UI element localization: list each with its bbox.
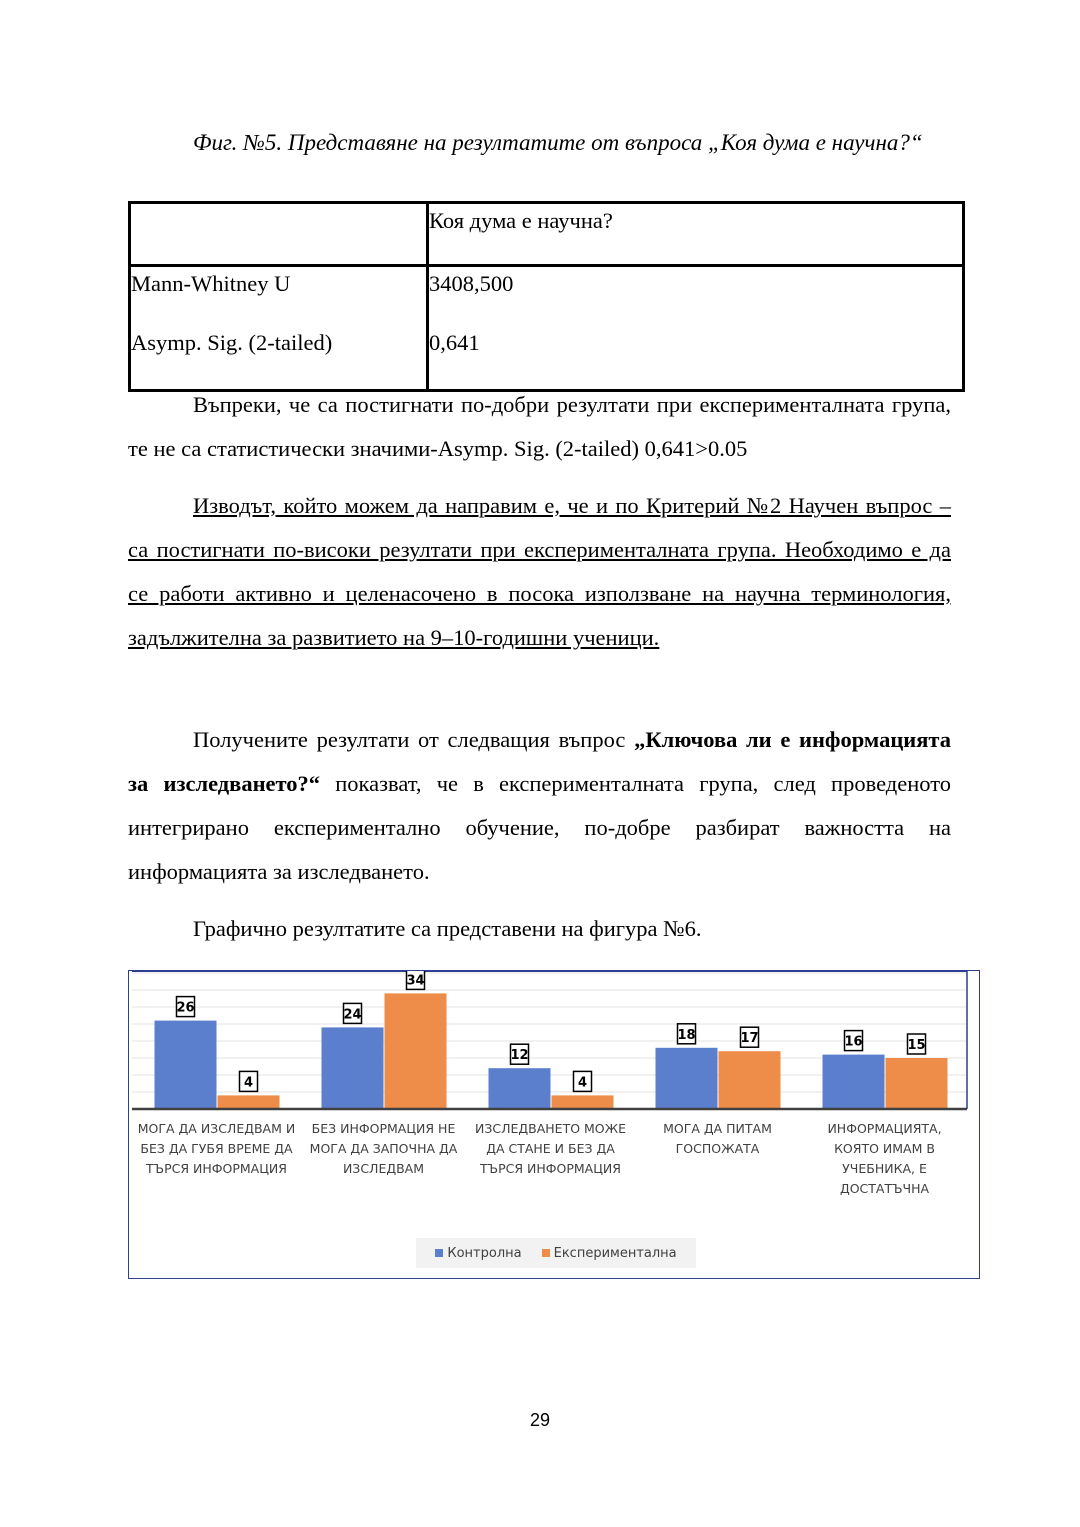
legend-item-experimental <box>542 1246 677 1261</box>
table-row-labels <box>130 266 428 391</box>
data-label: 26 <box>176 1000 195 1016</box>
paragraph-conclusion: Изводът, който можем да направим е, че и по Критерий №2 Научен въпрос – са постигнати по-високи резултати при експерименталната група. Необходимо е да се работи активно и целенасочено в посока използване на научна терминология, задължителна за развитието на 9–10-годишни ученици. <box>128 493 951 650</box>
stats-table <box>128 201 965 392</box>
data-label: 4 <box>577 1075 588 1091</box>
legend-label-experimental: Експериментална <box>553 1245 677 1261</box>
data-label: 16 <box>844 1034 863 1050</box>
bar-control <box>155 1021 217 1109</box>
figure-caption: Фиг. №5. Представяне на резултатите от въпроса „Коя дума е научна?“ <box>193 130 923 155</box>
bar-experimental <box>719 1051 781 1109</box>
chart-legend <box>416 1238 696 1268</box>
bar-control <box>823 1055 885 1109</box>
bar-experimental <box>886 1058 948 1109</box>
row-value-asymp-sig: 0,641 <box>429 330 480 355</box>
bar-experimental <box>385 993 447 1109</box>
row-label-mann-whitney: Mann-Whitney U <box>131 271 291 296</box>
x-tick-label: ИНФОРМАЦИЯТА, КОЯТО ИМАМ В УЧЕБНИКА, Е ДОСТАТЪЧНА <box>827 1121 942 1196</box>
legend-label-control: Контролна <box>447 1245 522 1261</box>
bar-experimental <box>218 1095 280 1109</box>
bar-chart <box>128 970 980 1279</box>
x-tick-label: МОГА ДА ПИТАМ ГОСПОЖАТА <box>663 1121 772 1156</box>
data-label: 34 <box>406 973 425 989</box>
table-row-values <box>428 266 964 391</box>
row-label-asymp-sig: Asymp. Sig. (2-tailed) <box>131 330 333 355</box>
data-label: 17 <box>740 1031 759 1047</box>
bar-control <box>489 1068 551 1109</box>
paragraph-3 <box>128 718 951 894</box>
legend-swatch-experimental <box>542 1249 550 1257</box>
data-label: 12 <box>510 1048 529 1064</box>
table-header-empty <box>130 203 428 266</box>
data-label: 18 <box>677 1027 696 1043</box>
data-label: 24 <box>343 1007 362 1023</box>
paragraph-1: Въпреки, че са постигнати по-добри резултати при експерименталната група, те не са статистически значими-Asymp. Sig. (2-tailed) 0,641>0.05 <box>128 392 951 461</box>
legend-swatch-control <box>435 1249 443 1257</box>
table-header-question: Коя дума е научна? <box>428 203 964 266</box>
bar-control <box>322 1027 384 1109</box>
data-label: 4 <box>243 1075 254 1091</box>
p3-bold-question: „Ключова ли е информацията за изследването?“ <box>128 727 952 796</box>
legend-item-control <box>435 1246 521 1261</box>
paragraph-4: Графично резултатите са представени на фигура №6. <box>193 916 702 941</box>
x-tick-label: ИЗСЛЕДВАНЕТО МОЖЕ ДА СТАНЕ И БЕЗ ДА ТЪРСЯ ИНФОРМАЦИЯ <box>474 1121 626 1176</box>
p3-text-a: Получените резултати от следващия въпрос <box>193 727 635 752</box>
bar-experimental <box>552 1095 614 1109</box>
bar-control <box>656 1048 718 1109</box>
data-label: 15 <box>907 1038 926 1053</box>
row-value-mann-whitney: 3408,500 <box>429 271 514 296</box>
x-tick-label: МОГА ДА ИЗСЛЕДВАМ И БЕЗ ДА ГУБЯ ВРЕМЕ ДА ТЪРСЯ ИНФОРМАЦИЯ <box>137 1121 296 1176</box>
page-number: 29 <box>529 1410 551 1430</box>
p3-text-b: показват, че в експерименталната група, след проведеното интегрирано експериментално обучение, по-добре разбират важността на информацията за изследването. <box>128 771 951 884</box>
x-tick-label: БЕЗ ИНФОРМАЦИЯ НЕ МОГА ДА ЗАПОЧНА ДА ИЗСЛЕДВАМ <box>309 1121 458 1176</box>
